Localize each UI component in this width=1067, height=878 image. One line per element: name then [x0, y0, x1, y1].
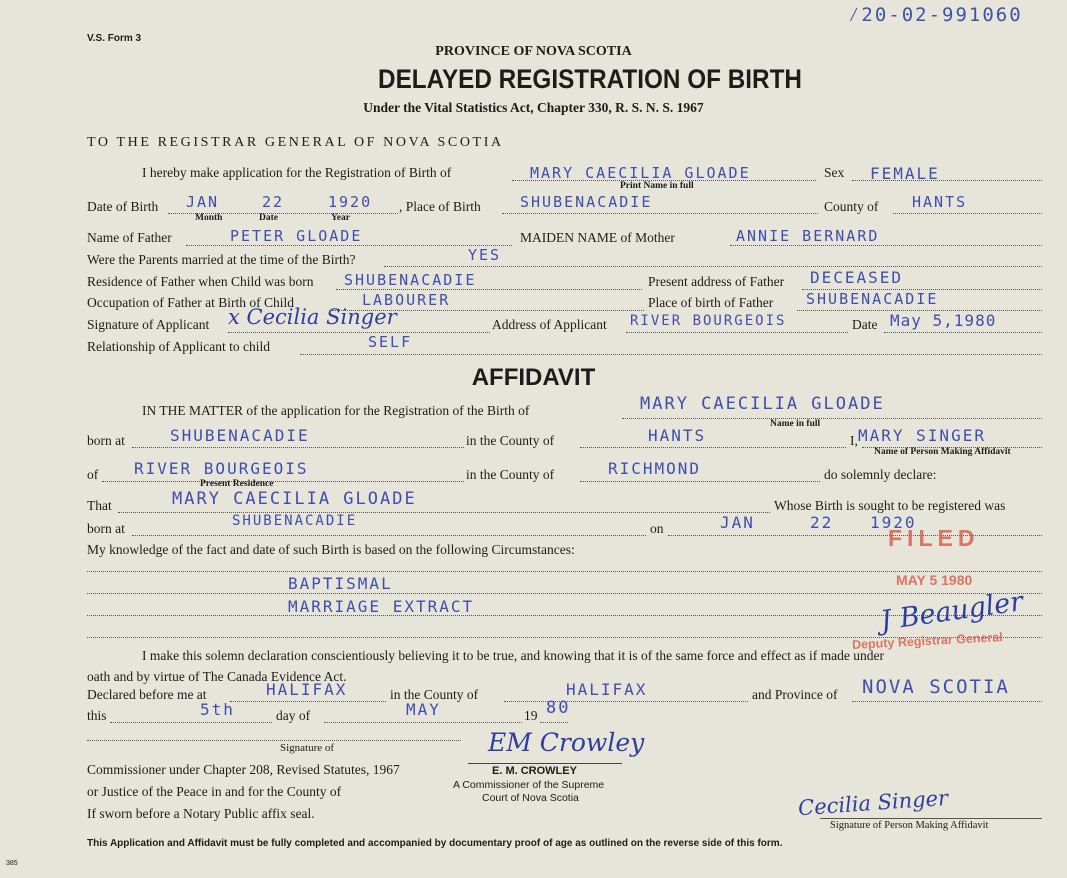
year-prefix: 19: [524, 708, 538, 723]
date-label: Date: [852, 317, 878, 332]
date-caption: Date: [259, 213, 278, 223]
residence-father-label: Residence of Father when Child was born: [87, 274, 314, 289]
address-line: [626, 332, 848, 333]
residence-father-value: SHUBENACADIE: [344, 271, 477, 289]
residence-value: RIVER BOURGEOIS: [134, 459, 309, 478]
residence-caption: Present Residence: [200, 479, 274, 489]
this-label: this: [87, 708, 107, 723]
declaration-line-2: oath and by virtue of The Canada Evidence Act.: [87, 669, 347, 684]
father-value: PETER GLOADE: [230, 227, 363, 245]
married-label: Were the Parents married at the time of the Birth?: [87, 252, 356, 267]
residence-line: [102, 481, 464, 482]
county-value: HANTS: [648, 426, 707, 445]
dob-day-value: 22: [262, 193, 285, 211]
mother-label: MAIDEN NAME of Mother: [520, 230, 675, 245]
commissioner-stamp-rule: [468, 763, 622, 764]
county-line: [580, 447, 846, 448]
on-month-value: JAN: [720, 513, 755, 532]
present-address-father-value: DECEASED: [810, 268, 904, 287]
day-of-label: day of: [276, 708, 311, 723]
declared-county-value: HALIFAX: [566, 680, 648, 699]
father-line: [186, 245, 512, 246]
affidavit-name-line: [622, 418, 1042, 419]
occupation-label: Occupation of Father at Birth of Child: [87, 295, 294, 310]
declared-county-line: [504, 701, 748, 702]
month-value: MAY: [406, 700, 441, 719]
place-of-birth-label: , Place of Birth: [399, 199, 481, 214]
province-heading: PROVINCE OF NOVA SCOTIA: [435, 44, 632, 59]
circumstance-line-2: [87, 593, 1042, 594]
affiant-caption: Signature of Person Making Affidavit: [830, 820, 989, 831]
application-intro: I hereby make application for the Registration of Birth of: [142, 165, 452, 180]
registrar-salutation: TO THE REGISTRAR GENERAL OF NOVA SCOTIA: [87, 135, 504, 150]
that-name-value: MARY CAECILIA GLOADE: [172, 489, 417, 509]
date-value: May 5,1980: [890, 311, 997, 330]
province-line: [852, 701, 1042, 702]
married-value: YES: [468, 246, 502, 264]
dob-label: Date of Birth: [87, 199, 159, 214]
signature-label: Signature of Applicant: [87, 317, 210, 332]
born-at-value-2: SHUBENACADIE: [232, 513, 358, 529]
deputy-title-stamp: Deputy Registrar General: [851, 630, 1004, 652]
commissioner-signature-line: [87, 740, 461, 741]
file-number: ⁄20-02-991060: [848, 4, 1023, 26]
county-line: [893, 213, 1042, 214]
place-of-birth-value: SHUBENACADIE: [520, 193, 653, 211]
married-line: [384, 266, 1042, 267]
county-of-label: in the County of: [466, 433, 555, 448]
month-caption: Month: [195, 213, 223, 223]
commissioner-line-1: Commissioner under Chapter 208, Revised Statutes, 1967: [87, 762, 400, 777]
declare-text: do solemnly declare:: [824, 467, 937, 482]
year-caption: Year: [331, 213, 350, 223]
month-line: [324, 722, 522, 723]
affidavit-intro: IN THE MATTER of the application for the Registration of the Birth of: [142, 403, 530, 418]
this-day-line: [110, 722, 272, 723]
dob-month-value: JAN: [186, 193, 220, 211]
commissioner-stamp-name: E. M. CROWLEY: [492, 765, 577, 777]
residence-county-line: [580, 481, 820, 482]
affidavit-title: AFFIDAVIT: [471, 364, 596, 391]
county-label: County of: [824, 199, 879, 214]
whose-birth-text: Whose Birth is sought to be registered was: [774, 498, 1006, 513]
signature-of-label: Signature of: [280, 742, 335, 754]
this-day-value: 5th: [200, 700, 235, 719]
knowledge-text: My knowledge of the fact and date of such Birth is based on the following Circumstances:: [87, 542, 575, 557]
commissioner-line-2: or Justice of the Peace in and for the County of: [87, 784, 342, 799]
father-birthplace-value: SHUBENACADIE: [806, 290, 939, 308]
relationship-line: [300, 354, 1042, 355]
i-label: I,: [850, 433, 858, 448]
province-value: NOVA SCOTIA: [862, 676, 1010, 698]
circumstance-2-value: MARRIAGE EXTRACT: [288, 597, 475, 616]
signature-line: [228, 332, 490, 333]
form-id: V.S. Form 3: [87, 33, 142, 44]
affidavit-name-value: MARY CAECILIA GLOADE: [640, 394, 885, 414]
declared-at-line: [230, 701, 386, 702]
father-label: Name of Father: [87, 230, 172, 245]
county-value: HANTS: [912, 193, 968, 211]
filed-date-stamp: MAY 5 1980: [896, 572, 973, 588]
commissioner-line-3: If sworn before a Notary Public affix seal.: [87, 806, 315, 821]
year-value: 80: [546, 698, 571, 718]
commissioner-stamp-line-2: Court of Nova Scotia: [482, 792, 579, 804]
affiant-signature-line: [820, 818, 1042, 819]
on-label: on: [650, 521, 664, 536]
residence-county-value: RICHMOND: [608, 459, 702, 478]
date-line: [884, 332, 1042, 333]
print-name-caption: Print Name in full: [620, 181, 694, 191]
person-value: MARY SINGER: [858, 426, 986, 445]
that-label: That: [87, 498, 112, 513]
of-label: of: [87, 467, 99, 482]
mother-line: [730, 245, 1042, 246]
page-title: DELAYED REGISTRATION OF BIRTH: [378, 64, 802, 94]
father-birthplace-label: Place of birth of Father: [648, 295, 774, 310]
residence-father-line: [336, 289, 642, 290]
check-mark-icon: ⁄: [848, 4, 862, 26]
address-label: Address of Applicant: [492, 317, 607, 332]
occupation-value: LABOURER: [362, 291, 451, 309]
commissioner-signature: EM Crowley: [488, 728, 645, 757]
sex-value: FEMALE: [870, 164, 940, 183]
applicant-signature: x Cecilia Singer: [228, 305, 397, 329]
footer-note: This Application and Affidavit must be fully completed and accompanied by documentary proof of age as outlined on the reverse side of this form.: [87, 838, 783, 849]
declared-at-value: HALIFAX: [266, 680, 348, 699]
circumstance-1-value: BAPTISMAL: [288, 574, 393, 593]
dob-year-value: 1920: [328, 193, 373, 211]
subtitle: Under the Vital Statistics Act, Chapter 330, R. S. N. S. 1967: [363, 100, 704, 115]
relationship-label: Relationship of Applicant to child: [87, 339, 270, 354]
address-value: RIVER BOURGEOIS: [630, 313, 787, 329]
year-line: [540, 722, 568, 723]
child-name-value: MARY CAECILIA GLOADE: [530, 164, 751, 182]
residence-county-label: in the County of: [466, 467, 555, 482]
on-year-value: 1920: [870, 513, 917, 532]
born-at-line-2: [132, 535, 646, 536]
place-of-birth-line: [502, 213, 818, 214]
commissioner-stamp-line-1: A Commissioner of the Supreme: [453, 779, 605, 791]
sex-label: Sex: [824, 165, 845, 180]
deputy-signature: J Beaugler: [878, 586, 1025, 637]
affiant-signature: Cecilia Singer: [797, 785, 949, 821]
filed-stamp: FILED: [888, 525, 980, 551]
declaration-line-1: I make this solemn declaration conscientiously believing it to be true, and knowing that it is of the same force and effect as if made under: [142, 648, 885, 663]
person-caption: Name of Person Making Affidavit: [874, 447, 1011, 457]
province-label: and Province of: [752, 687, 838, 702]
present-address-father-label: Present address of Father: [648, 274, 785, 289]
on-line: [668, 535, 1042, 536]
relationship-value: SELF: [368, 333, 413, 351]
mother-value: ANNIE BERNARD: [736, 227, 880, 245]
born-at-label: born at: [87, 433, 125, 448]
born-at-value: SHUBENACADIE: [170, 426, 310, 445]
that-line: [118, 512, 770, 513]
on-day-value: 22: [810, 513, 834, 532]
declared-label: Declared before me at: [87, 687, 207, 702]
declared-county-label: in the County of: [390, 687, 479, 702]
name-in-full-caption: Name in full: [770, 419, 821, 429]
born-at-label-2: born at: [87, 521, 125, 536]
footer-code: 385: [6, 860, 18, 867]
born-at-line: [132, 447, 464, 448]
